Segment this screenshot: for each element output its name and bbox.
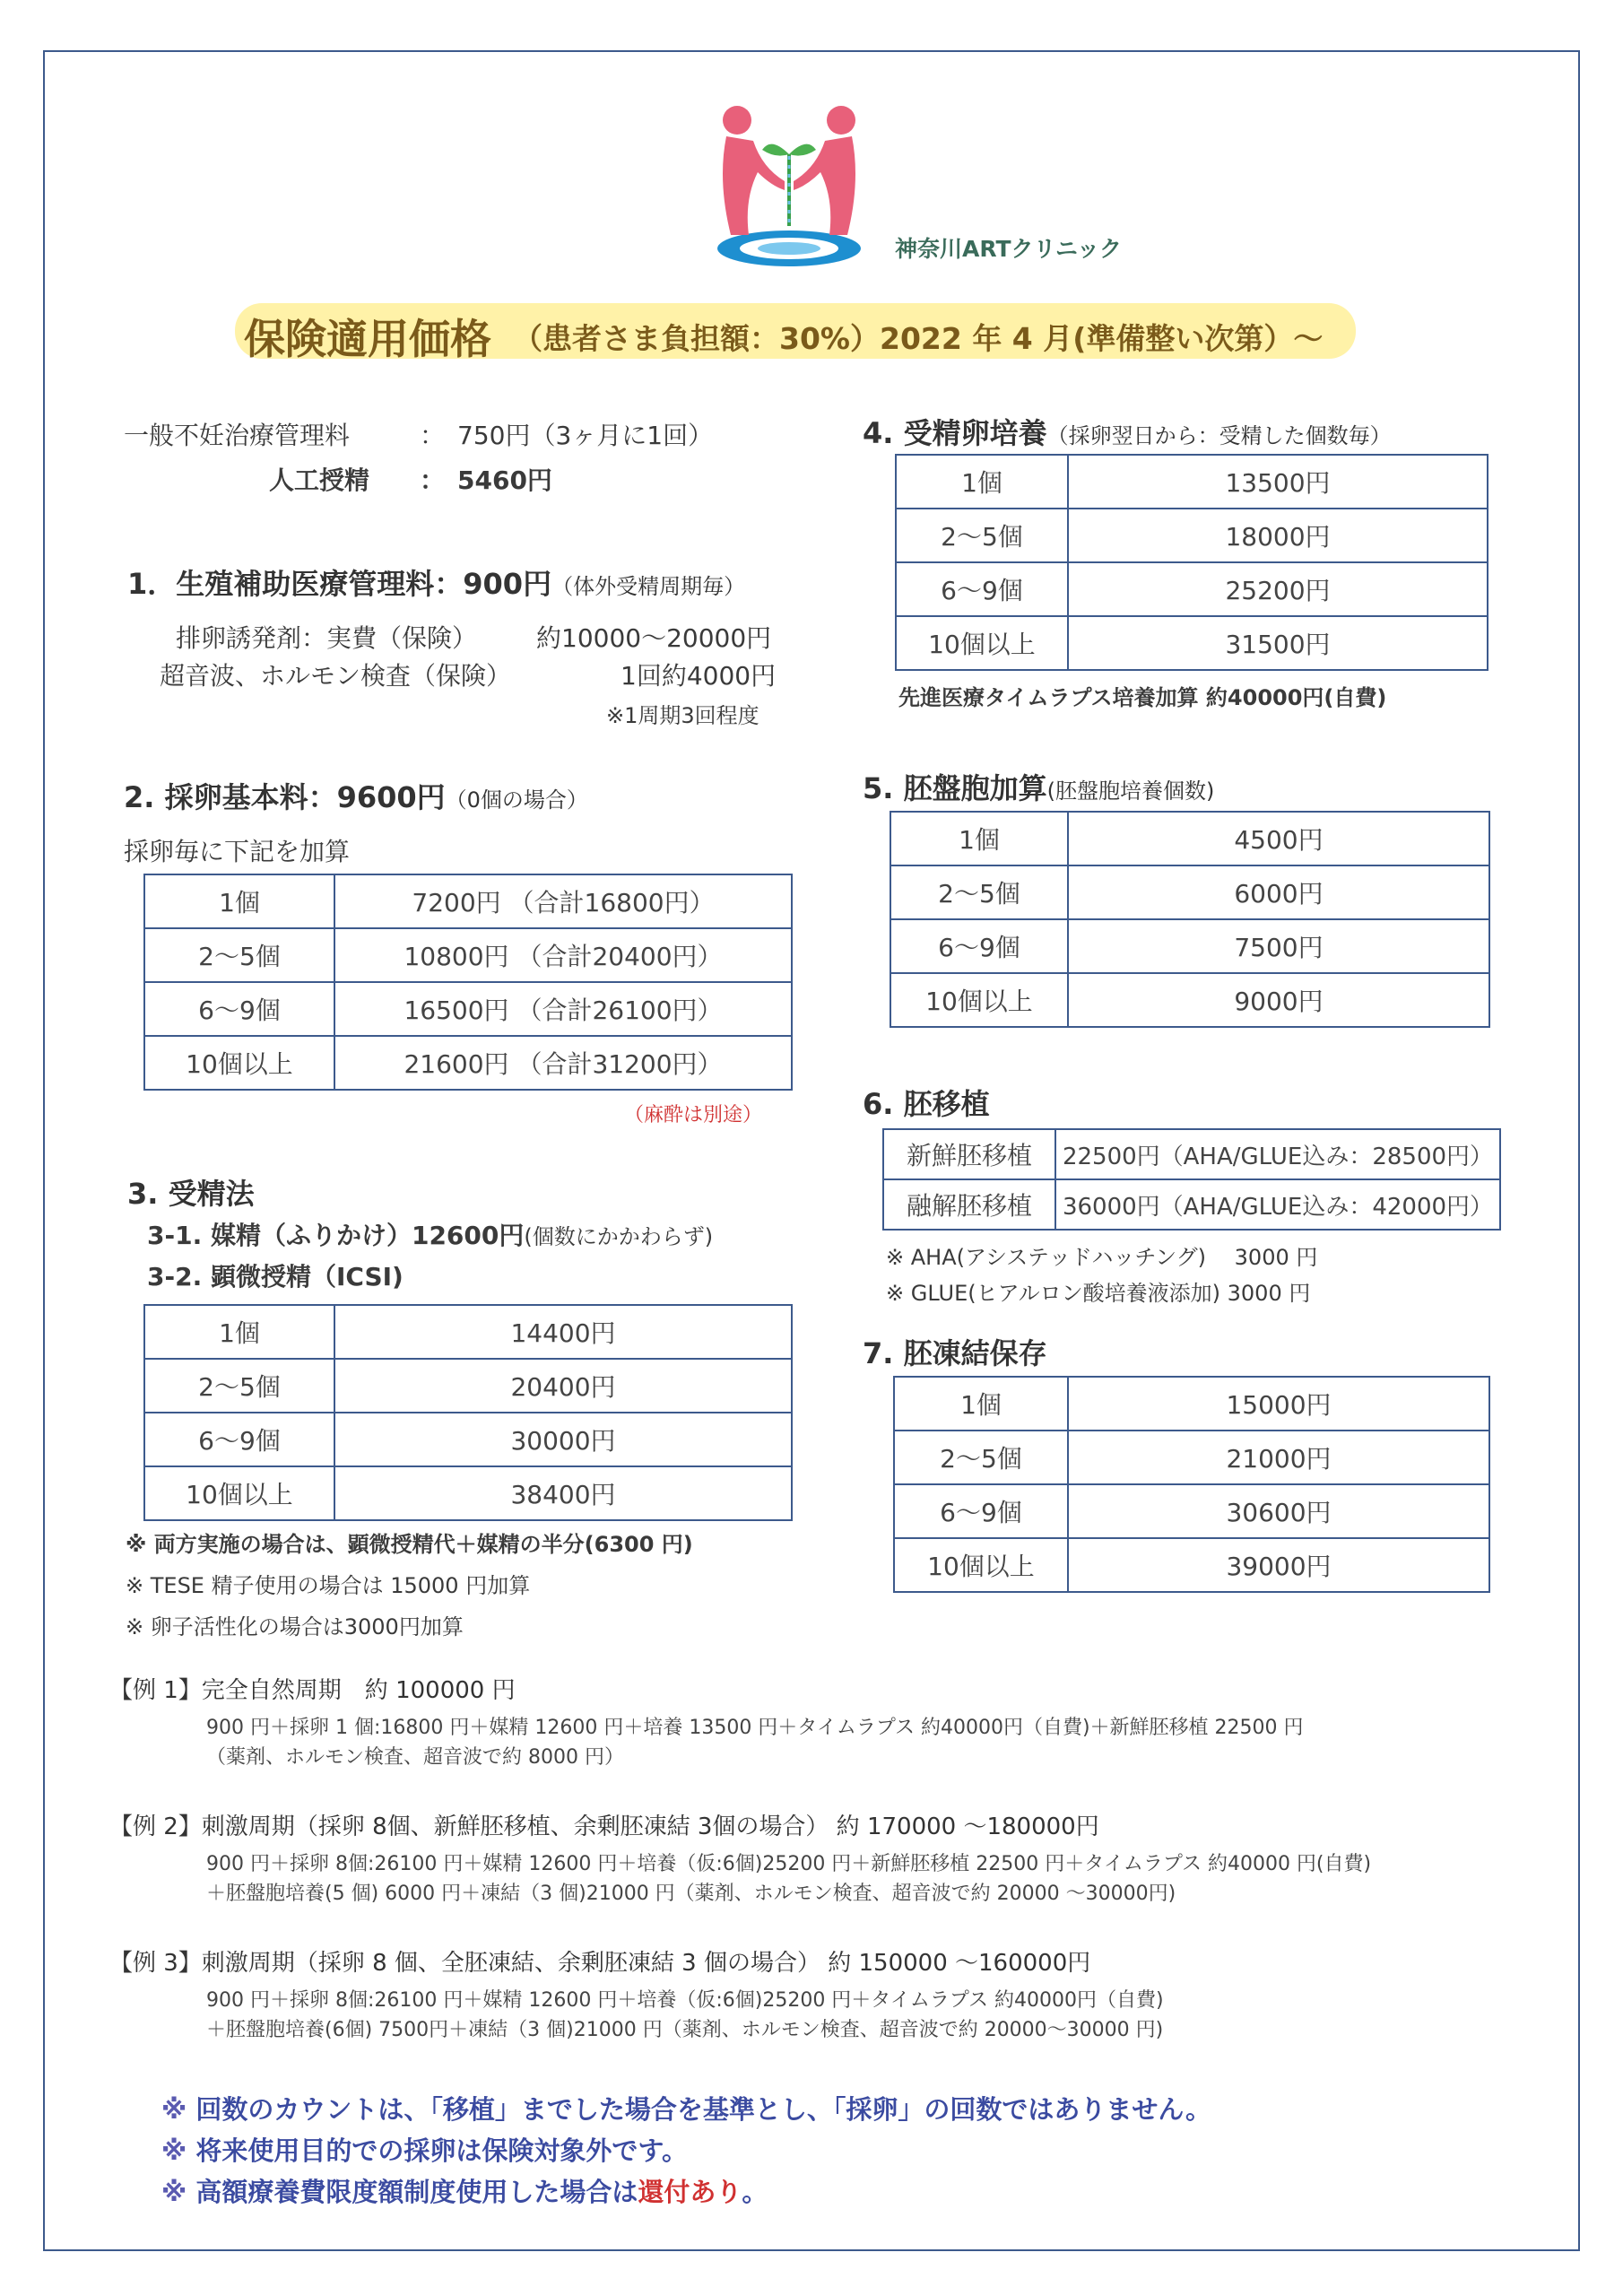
- count-cell: 1個: [894, 1377, 1068, 1431]
- example3-line1: 900 円＋採卵 8個:26100 円＋媒精 12600 円＋培養（仮:6個)25200 円＋タイムラプス 約40000円（自費): [206, 1989, 1164, 2012]
- section4-title: [863, 411, 1392, 452]
- table-row: [144, 1359, 792, 1413]
- count-cell: 1個: [896, 455, 1068, 509]
- page-title: 保険適用価格: [244, 315, 491, 363]
- table-row: [894, 1484, 1489, 1538]
- footer-note1: [161, 2090, 1211, 2126]
- table-row: [896, 562, 1488, 616]
- example2-line1: 900 円＋採卵 8個:26100 円＋媒精 12600 円＋培養（仮:6個)25200 円＋新鮮胚移植 22500 円＋タイムラプス 約40000 円(自費): [206, 1853, 1372, 1875]
- section1-title-note: （体外受精周期毎）: [551, 574, 746, 599]
- example2-line2: ＋胚盤胞培養(5 個) 6000 円＋凍結（3 個)21000 円（薬剤、ホルモン検査、超音波で約 20000 ～30000円): [206, 1883, 1176, 1905]
- refund-highlight: 還付あり: [638, 2177, 742, 2207]
- price-cell: 7200円 （合計16800円）: [334, 874, 792, 928]
- footer-note2: [161, 2131, 688, 2168]
- table-row: [890, 812, 1489, 865]
- table-row: [890, 919, 1489, 973]
- ai-fee-label: 人工授精: [269, 465, 370, 495]
- price-cell: 9000円: [1068, 973, 1489, 1027]
- price-cell: 39000円: [1068, 1538, 1489, 1592]
- price-cell: 18000円: [1068, 509, 1488, 562]
- table-row: [144, 1036, 792, 1090]
- section3-note2: ※ TESE 精子使用の場合は 15000 円加算: [126, 1573, 531, 1598]
- section6-title: 6. 胚移植: [863, 1087, 990, 1121]
- transfer-table: [882, 1128, 1501, 1231]
- price-cell: 30600円: [1068, 1484, 1489, 1538]
- footer-note3-end: 。: [742, 2177, 768, 2207]
- table-row: [890, 865, 1489, 919]
- price-cell: 20400円: [334, 1359, 792, 1413]
- table-row: [144, 1466, 792, 1520]
- clinic-logo-icon: [708, 100, 870, 271]
- example1-head: 【例 1】完全自然周期 約 100000 円: [109, 1677, 516, 1704]
- count-cell: 6～9個: [890, 919, 1068, 973]
- count-cell: 10個以上: [144, 1466, 334, 1520]
- section3-sub1-note: (個数にかかわらず): [524, 1224, 714, 1249]
- timelapse-note: 先進医療タイムラプス培養加算 約40000円(自費): [898, 685, 1387, 710]
- footer-note1-text: 回数のカウントは、「移植」までした場合を基準とし、「採卵」の回数ではありません。: [195, 2094, 1212, 2125]
- count-cell: 1個: [890, 812, 1068, 865]
- section1-line1-value: 約10000～20000円: [536, 623, 772, 653]
- section1-note: ※1周期3回程度: [606, 703, 759, 728]
- table-row: [883, 1179, 1500, 1230]
- clinic-name: 神奈川ARTクリニック: [895, 236, 1123, 262]
- section2-title-note: （0個の場合）: [445, 787, 588, 813]
- price-cell: 6000円: [1068, 865, 1489, 919]
- count-cell: 6～9個: [894, 1484, 1068, 1538]
- price-cell: 36000円（AHA/GLUE込み：42000円）: [1055, 1179, 1500, 1230]
- count-cell: 2～5個: [894, 1431, 1068, 1484]
- section1-line2-value: 1回約4000円: [621, 661, 777, 691]
- section3-note3: ※ 卵子活性化の場合は3000円加算: [126, 1614, 464, 1639]
- culture-table: [895, 454, 1488, 671]
- label-cell: 融解胚移植: [883, 1179, 1055, 1230]
- glue-note: ※ GLUE(ヒアルロン酸培養液添加) 3000 円: [886, 1281, 1311, 1306]
- example1-line2: （薬剤、ホルモン検査、超音波で約 8000 円）: [206, 1746, 624, 1769]
- note-mark: ※: [161, 2135, 187, 2166]
- section3-title: 3. 受精法: [127, 1177, 255, 1211]
- footer-note2-text: 将来使用目的での採卵は保険対象外です。: [195, 2135, 688, 2166]
- count-cell: 1個: [144, 1305, 334, 1359]
- price-cell: 25200円: [1068, 562, 1488, 616]
- table-row: [896, 455, 1488, 509]
- label-cell: 新鮮胚移植: [883, 1129, 1055, 1179]
- section4-title-note: （採卵翌日から：受精した個数毎）: [1046, 423, 1392, 448]
- price-cell: 30000円: [334, 1413, 792, 1466]
- count-cell: 2～5個: [890, 865, 1068, 919]
- note-mark: ※: [161, 2094, 187, 2125]
- price-cell: 15000円: [1068, 1377, 1489, 1431]
- aha-note: ※ AHA(アシステッドハッチング) 3000 円: [886, 1245, 1318, 1270]
- table-row: [890, 973, 1489, 1027]
- section5-title: [863, 766, 1214, 807]
- count-cell: 6～9個: [144, 1413, 334, 1466]
- table-row: [144, 928, 792, 982]
- icsi-table: [143, 1304, 793, 1521]
- note-mark: ※: [161, 2177, 187, 2207]
- price-cell: 31500円: [1068, 616, 1488, 670]
- section1-title: [127, 561, 745, 603]
- count-cell: 10個以上: [894, 1538, 1068, 1592]
- table-row: [144, 982, 792, 1036]
- count-cell: 2～5個: [144, 928, 334, 982]
- section3-note1: ※ 両方実施の場合は、顕微授精代＋媒精の半分(6300 円): [126, 1532, 693, 1557]
- count-cell: 6～9個: [144, 982, 334, 1036]
- section1-line2-label: 超音波、ホルモン検査（保険）: [160, 661, 512, 691]
- price-cell: 13500円: [1068, 455, 1488, 509]
- count-cell: 1個: [144, 874, 334, 928]
- general-fee-label: 一般不妊治療管理料: [124, 421, 351, 450]
- general-fee-value: ： 750円（3ヶ月に1回）: [420, 421, 714, 450]
- footer-note3: [161, 2172, 768, 2209]
- section2-title-text: 2. 採卵基本料：9600円: [124, 780, 446, 814]
- count-cell: 10個以上: [144, 1036, 334, 1090]
- table-row: [894, 1538, 1489, 1592]
- example3-line2: ＋胚盤胞培養(6個) 7500円＋凍結（3 個)21000 円（薬剤、ホルモン検査、超音波で約 20000～30000 円): [206, 2019, 1164, 2041]
- price-cell: 7500円: [1068, 919, 1489, 973]
- section7-title: 7. 胚凍結保存: [863, 1336, 1047, 1370]
- section2-subtitle: 採卵毎に下記を加算: [124, 837, 351, 866]
- freezing-table: [893, 1376, 1490, 1593]
- table-row: [896, 616, 1488, 670]
- ai-fee-value: ： 5460円: [420, 465, 552, 495]
- footer-note3-text: 高額療養費限度額制度使用した場合は: [195, 2177, 638, 2207]
- example3-head: 【例 3】刺激周期（採卵 8 個、全胚凍結、余剰胚凍結 3 個の場合） 約 150000 ～160000円: [109, 1950, 1091, 1977]
- count-cell: 10個以上: [890, 973, 1068, 1027]
- price-cell: 16500円 （合計26100円）: [334, 982, 792, 1036]
- price-cell: 4500円: [1068, 812, 1489, 865]
- blastocyst-table: [890, 811, 1490, 1028]
- section1-line1-label: 排卵誘発剤：実費（保険）: [176, 623, 478, 653]
- price-cell: 21000円: [1068, 1431, 1489, 1484]
- count-cell: 2～5個: [144, 1359, 334, 1413]
- table-row: [896, 509, 1488, 562]
- egg-retrieval-table: [143, 874, 793, 1091]
- price-cell: 10800円 （合計20400円）: [334, 928, 792, 982]
- section3-sub2: 3-2. 顕微授精（ICSI): [147, 1262, 404, 1292]
- example2-head: 【例 2】刺激周期（採卵 8個、新鮮胚移植、余剰胚凍結 3個の場合） 約 170000 ～180000円: [109, 1813, 1099, 1840]
- section3-sub1: [147, 1216, 713, 1252]
- section2-title: [124, 775, 588, 816]
- price-cell: 22500円（AHA/GLUE込み：28500円）: [1055, 1129, 1500, 1179]
- table-row: [894, 1377, 1489, 1431]
- section1-title-text: 1．生殖補助医療管理料：900円: [127, 567, 552, 601]
- section4-title-text: 4. 受精卵培養: [863, 416, 1047, 450]
- page-subtitle: （患者さま負担額：30%）2022 年 4 月(準備整い次第）～: [513, 321, 1324, 356]
- table-row: [894, 1431, 1489, 1484]
- price-cell: 21600円 （合計31200円）: [334, 1036, 792, 1090]
- section5-title-note: (胚盤胞培養個数): [1046, 778, 1215, 804]
- section5-title-text: 5. 胚盤胞加算: [863, 771, 1047, 805]
- count-cell: 2～5個: [896, 509, 1068, 562]
- table-row: [144, 1413, 792, 1466]
- section3-sub1-text: 3-1. 媒精（ふりかけ）12600円: [147, 1221, 525, 1250]
- table-row: [144, 1305, 792, 1359]
- table-row: [144, 874, 792, 928]
- count-cell: 10個以上: [896, 616, 1068, 670]
- count-cell: 6～9個: [896, 562, 1068, 616]
- price-cell: 38400円: [334, 1466, 792, 1520]
- price-cell: 14400円: [334, 1305, 792, 1359]
- example1-line1: 900 円＋採卵 1 個:16800 円＋媒精 12600 円＋培養 13500 円＋タイムラプス 約40000円（自費)＋新鮮胚移植 22500 円: [206, 1717, 1304, 1739]
- table-row: [883, 1129, 1500, 1179]
- anesthesia-note: （麻酔は別途）: [624, 1104, 763, 1126]
